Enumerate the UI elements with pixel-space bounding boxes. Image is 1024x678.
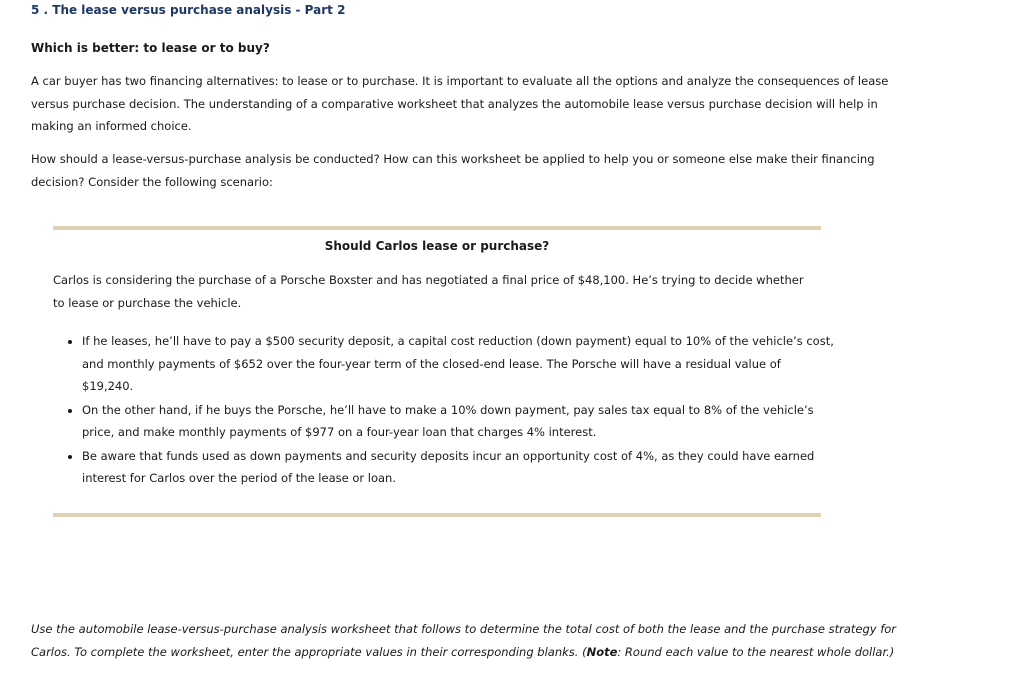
section-title: 5 . The lease versus purchase analysis - Part 2 [31, 3, 346, 17]
note-text: : Round each value to the nearest whole dollar.) [617, 644, 895, 659]
scenario-bullets [53, 330, 834, 491]
scenario-text: Carlos is considering the purchase of a Porsche Boxster and has negotiated a final price of $48,100. He’s trying to decide whether to lease or purchase the vehicle. [53, 273, 804, 310]
scenario-bottom-rule [53, 513, 821, 517]
bullet-opportunity-cost: • Be aware that funds used as down payments and security deposits incur an opportunity cost of 4%, as they could have earned interest for Carlos over the period of the lease or loan. [82, 445, 834, 490]
intro-paragraph: A car buyer has two financing alternatives: to lease or to purchase. It is important to evaluate all the options and analyze the consequences of lease versus purchase decision. The understanding of a comparative worksheet that analyzes the automobile lease versus purchase decision will help in making an informed choice. [31, 74, 889, 133]
scenario-title: Should Carlos lease or purchase? [324, 239, 550, 253]
worksheet-instruction [31, 618, 911, 663]
bullet-purchase: • On the other hand, if he buys the Porsche, he’ll have to make a 10% down payment, pay sales tax equal to 8% of the vehicle’s price, and make monthly payments of $977 on a four-year loan that charges 4% interest. [82, 399, 834, 444]
note-label: Note [586, 644, 618, 659]
scenario-top-rule [53, 226, 821, 230]
instruction-text: Use the automobile lease-versus-purchase analysis worksheet that follows to determine the total cost of both the lease and the purchase strategy for Carlos. To complete the worksheet, enter the appropriate values in their corresponding blanks. ( [31, 622, 897, 659]
question-heading: Which is better: to lease or to buy? [31, 41, 270, 55]
prompt-paragraph: How should a lease-versus-purchase analysis be conducted? How can this worksheet be applied to help you or someone else make their financing decision? Consider the following scenario: [31, 152, 875, 189]
bullet-lease: • If he leases, he’ll have to pay a $500 security deposit, a capital cost reduction (down payment) equal to 10% of the vehicle’s cost, and monthly payments of $652 over the four-year term of the closed-end lease. The Porsche will have a residual value of $19,240. [82, 330, 834, 398]
